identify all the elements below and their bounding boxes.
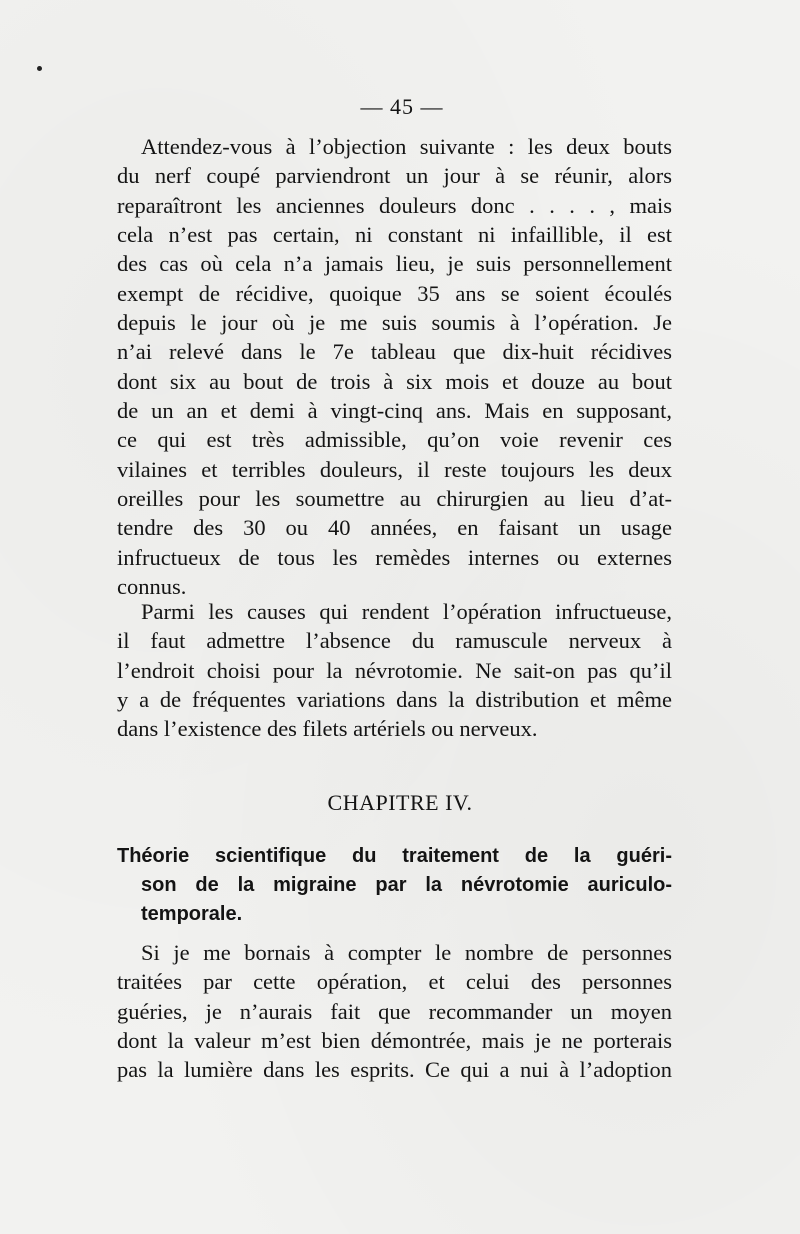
text-line: tendre des 30 ou 40 années, en faisant un usage — [117, 515, 672, 541]
text-line: depuis le jour où je me suis soumis à l’opération. Je — [117, 310, 672, 336]
paragraph-objection — [117, 132, 672, 602]
text-line: connus. — [117, 574, 187, 600]
text-line: de un an et demi à vingt-cinq ans. Mais en supposant, — [117, 398, 672, 424]
heading-line: son de la migraine par la névrotomie auriculo- — [141, 874, 672, 896]
heading-line: temporale. — [141, 903, 243, 925]
text-line: oreilles pour les soumettre au chirurgien au lieu d’at- — [117, 486, 672, 512]
ink-speck — [37, 66, 42, 71]
section-heading — [117, 842, 672, 929]
text-line: guéries, je n’aurais fait que recommander un moyen — [117, 998, 672, 1024]
heading-line: Théorie scientifique du traitement de la guéri- — [117, 845, 672, 867]
text-line: Si je me bornais à compter le nombre de personnes — [141, 940, 672, 965]
text-line: il faut admettre l’absence du ramuscule nerveux à — [117, 628, 672, 654]
text-line: dont la valeur m’est bien démontrée, mais je ne porterais — [117, 1028, 672, 1054]
text-line: pas la lumière dans les esprits. Ce qui a nui à l’adoption — [117, 1057, 672, 1083]
page-number: — 45 — — [360, 94, 444, 119]
text-line: l’endroit choisi pour la névrotomie. Ne sait-on pas qu’il — [117, 657, 672, 683]
text-line: cela n’est pas certain, ni constant ni infaillible, il est — [117, 222, 672, 248]
text-line: ce qui est très admissible, qu’on voie revenir ces — [117, 427, 672, 453]
chapter-title: CHAPITRE IV. — [327, 790, 473, 815]
text-line: Attendez-vous à l’objection suivante : les deux bouts — [141, 134, 672, 159]
text-line: reparaîtront les anciennes douleurs donc . . . . , mais — [117, 192, 672, 218]
text-line: Parmi les causes qui rendent l’opération infructueuse, — [141, 599, 672, 624]
text-line: n’ai relevé dans le 7e tableau que dix-huit récidives — [117, 339, 672, 365]
text-line: y a de fréquentes variations dans la distribution et même — [117, 687, 672, 713]
text-line: vilaines et terribles douleurs, il reste toujours les deux — [117, 456, 672, 482]
text-line: des cas où cela n’a jamais lieu, je suis personnellement — [117, 251, 672, 277]
text-line: infructueux de tous les remèdes internes ou externes — [117, 544, 672, 570]
text-line: du nerf coupé parviendront un jour à se réunir, alors — [117, 163, 672, 189]
text-line: traitées par cette opération, et celui des personnes — [117, 969, 672, 995]
text-line: dans l’existence des filets artériels ou nerveux. — [117, 716, 538, 742]
paragraph-theory — [117, 938, 672, 1085]
text-line: dont six au bout de trois à six mois et douze au bout — [117, 368, 672, 394]
paragraph-causes — [117, 597, 672, 744]
text-line: exempt de récidive, quoique 35 ans se soient écoulés — [117, 280, 672, 306]
